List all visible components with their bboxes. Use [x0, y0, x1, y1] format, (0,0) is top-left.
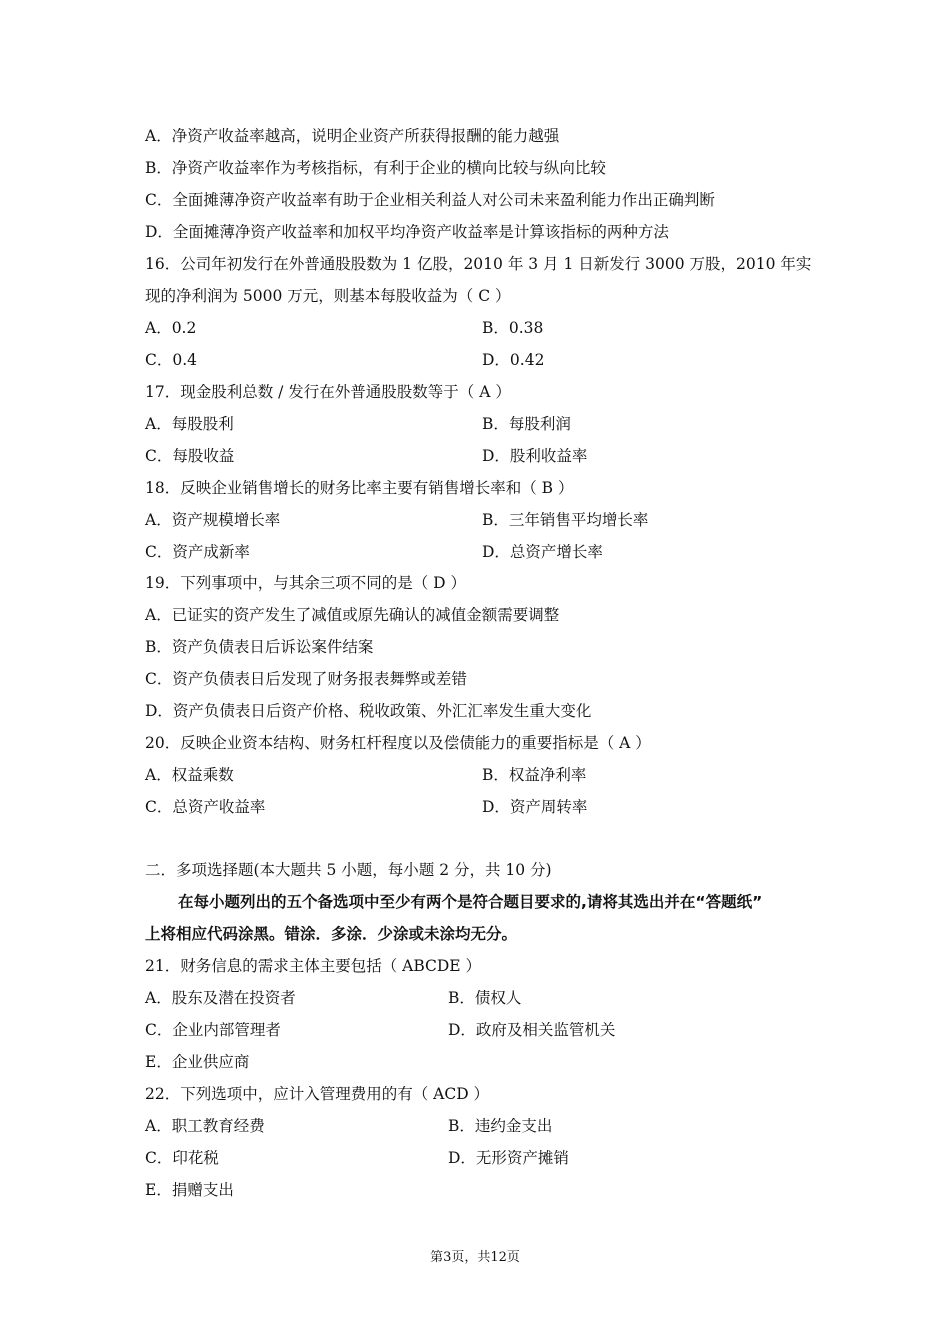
page-footer: 第3页，共12页	[430, 1250, 520, 1265]
q15-option-d: D．全面摊薄净资产收益率和加权平均净资产收益率是计算该指标的两种方法	[145, 223, 669, 241]
q16-option-b: B．0.38	[482, 319, 544, 337]
section2-instruction-line2: 上将相应代码涂黑。错涂．多涂．少涂或未涂均无分。	[145, 925, 518, 943]
q18-stem: 18．反映企业销售增长的财务比率主要有销售增长率和（ B ）	[145, 479, 574, 497]
q21-option-b: B．债权人	[448, 989, 522, 1007]
q19-option-a: A．已证实的资产发生了减值或原先确认的减值金额需要调整	[145, 606, 560, 624]
q21-stem: 21．财务信息的需求主体主要包括（ ABCDE ）	[145, 957, 482, 975]
section2-title: 二．多项选择题(本大题共 5 小题，每小题 2 分，共 10 分)	[145, 861, 552, 879]
q20-stem: 20．反映企业资本结构、财务杠杆程度以及偿债能力的重要指标是（ A ）	[145, 734, 651, 752]
q19-stem: 19．下列事项中，与其余三项不同的是（ D ）	[145, 574, 467, 592]
q15-option-a: A．净资产收益率越高，说明企业资产所获得报酬的能力越强	[145, 127, 560, 145]
q16-stem-line1: 16．公司年初发行在外普通股股数为 1 亿股，2010 年 3 月 1 日新发行 3000 万股，2010 年实	[145, 255, 812, 273]
q22-option-b: B．违约金支出	[448, 1117, 553, 1135]
q16-option-d: D．0.42	[482, 351, 545, 369]
q21-option-e: E．企业供应商	[145, 1053, 250, 1071]
q18-option-a: A．资产规模增长率	[145, 511, 281, 529]
q18-option-c: C．资产成新率	[145, 543, 250, 561]
q16-stem-line2: 现的净利润为 5000 万元，则基本每股收益为（ C ）	[145, 287, 511, 305]
section2-instruction-line1: 在每小题列出的五个备选项中至少有两个是符合题目要求的,请将其选出并在“答题纸”	[178, 893, 763, 911]
q17-option-a: A．每股股利	[145, 415, 234, 433]
q19-option-c: C．资产负债表日后发现了财务报表舞弊或差错	[145, 670, 467, 688]
q15-option-c: C．全面摊薄净资产收益率有助于企业相关利益人对公司未来盈利能力作出正确判断	[145, 191, 715, 209]
q18-option-b: B．三年销售平均增长率	[482, 511, 649, 529]
q22-option-c: C．印花税	[145, 1149, 219, 1167]
q16-option-c: C．0.4	[145, 351, 198, 369]
q19-option-b: B．资产负债表日后诉讼案件结案	[145, 638, 374, 656]
q17-option-c: C．每股收益	[145, 447, 235, 465]
q17-option-b: B．每股利润	[482, 415, 571, 433]
q20-option-c: C．总资产收益率	[145, 798, 266, 816]
q22-option-d: D．无形资产摊销	[448, 1149, 569, 1167]
q17-stem: 17．现金股利总数 / 发行在外普通股股数等于（ A ）	[145, 383, 511, 401]
q17-option-d: D．股利收益率	[482, 447, 588, 465]
q16-option-a: A．0.2	[145, 319, 197, 337]
q18-option-d: D．总资产增长率	[482, 543, 603, 561]
q22-stem: 22．下列选项中，应计入管理费用的有（ ACD ）	[145, 1085, 490, 1103]
q21-option-c: C．企业内部管理者	[145, 1021, 281, 1039]
q22-option-e: E．捐赠支出	[145, 1181, 234, 1199]
q21-option-d: D．政府及相关监管机关	[448, 1021, 616, 1039]
q15-option-b: B．净资产收益率作为考核指标，有利于企业的横向比较与纵向比较	[145, 159, 606, 177]
q20-option-a: A．权益乘数	[145, 766, 234, 784]
q21-option-a: A．股东及潜在投资者	[145, 989, 296, 1007]
q19-option-d: D．资产负债表日后资产价格、税收政策、外汇汇率发生重大变化	[145, 702, 592, 720]
q22-option-a: A．职工教育经费	[145, 1117, 265, 1135]
q20-option-b: B．权益净利率	[482, 766, 587, 784]
q20-option-d: D．资产周转率	[482, 798, 588, 816]
